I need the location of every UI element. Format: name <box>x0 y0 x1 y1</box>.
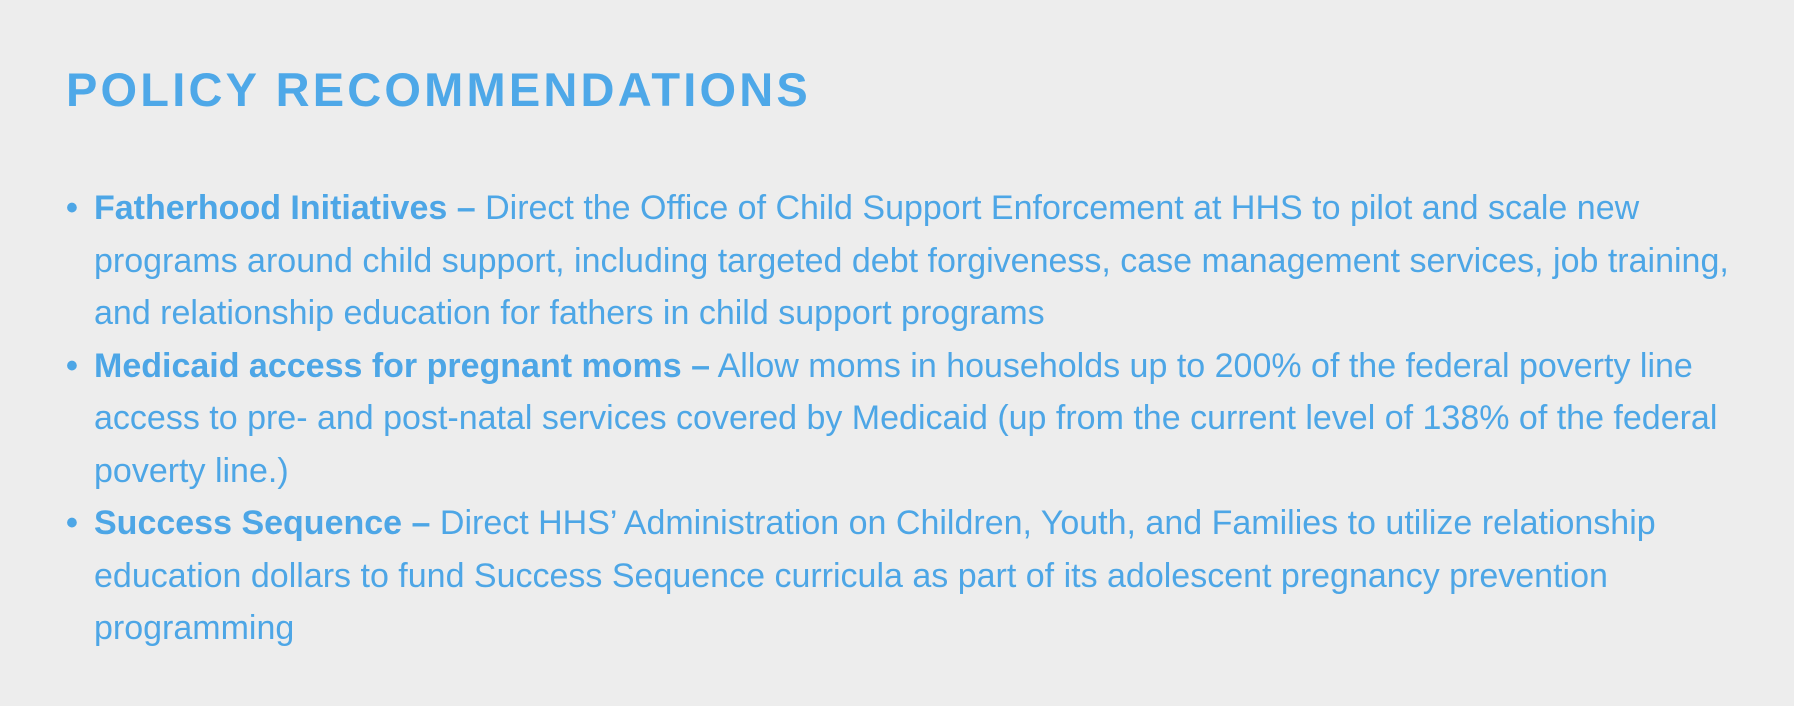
recommendation-text: Direct the Office of Child Support Enforcement at HHS to pilot and scale new programs around child support, including targeted debt forgiveness, case management services, job training, and relationship education for fathers in child support programs <box>94 189 1729 332</box>
recommendation-name: Fatherhood Initiatives <box>94 189 448 227</box>
bullet-icon: • <box>66 346 78 385</box>
recommendation-text: Direct HHS’ Administration on Children, Youth, and Families to utilize relationship education dollars to fund Success Sequence curricula as part of its adolescent pregnancy prevention programming <box>94 504 1656 647</box>
bullet-icon: • <box>66 189 78 227</box>
recommendation-name: Medicaid access for pregnant moms <box>94 346 682 385</box>
recommendation-text: Allow moms in households up to 200% of the federal poverty line access to pre- and post-natal services covered by Medicaid (up from the current level of 138% of the federal poverty line.) <box>94 346 1718 490</box>
page-title: POLICY RECOMMENDATIONS <box>66 63 811 116</box>
recommendation-separator: – <box>411 504 431 542</box>
recommendation-name: Success Sequence <box>94 504 403 542</box>
recommendation-list <box>66 182 1746 655</box>
recommendation-item-fatherhood-initiatives <box>66 182 1746 340</box>
recommendation-item-medicaid-access <box>66 340 1746 498</box>
recommendation-separator: – <box>456 189 476 227</box>
bullet-icon: • <box>66 504 78 542</box>
recommendation-separator: – <box>691 346 711 385</box>
recommendation-item-success-sequence <box>66 497 1746 655</box>
